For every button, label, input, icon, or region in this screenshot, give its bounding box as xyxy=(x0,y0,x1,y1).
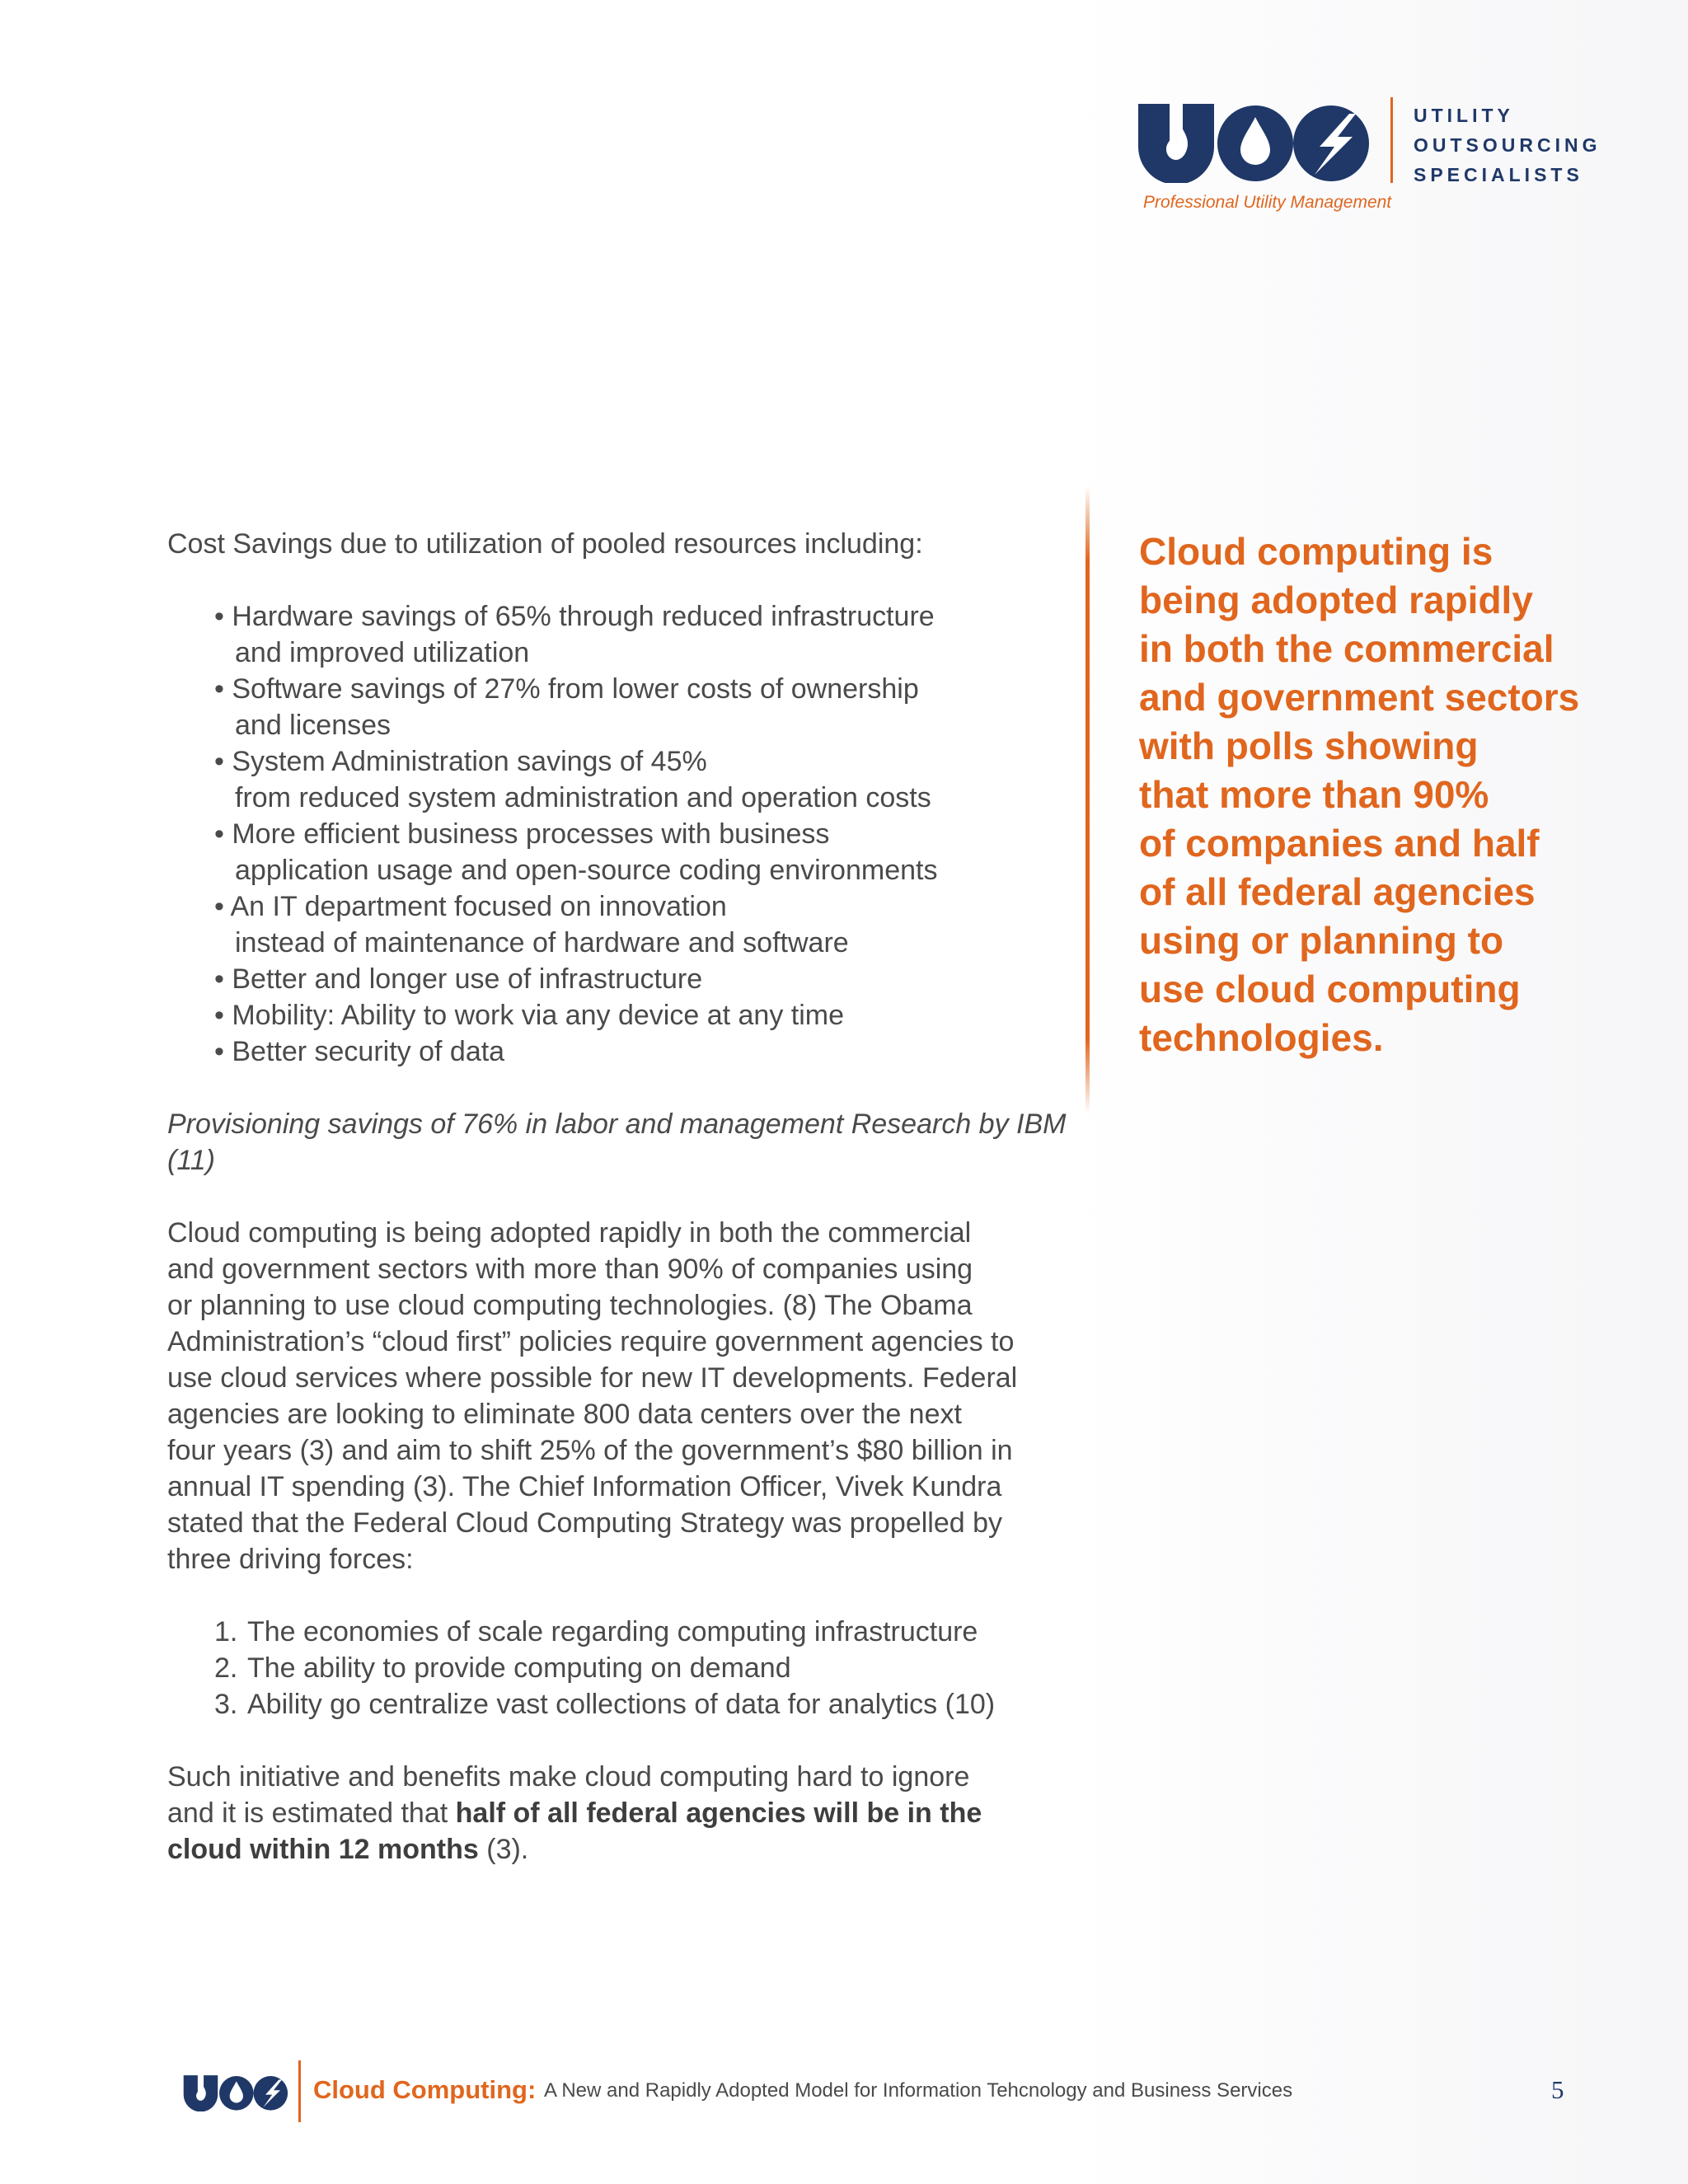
header-logo xyxy=(1133,97,1601,221)
driving-forces-list xyxy=(167,1614,1041,1722)
intro-paragraph xyxy=(167,526,1041,562)
item-text: The ability to provide computing on demand xyxy=(247,1652,791,1684)
pull-quote-line: being adopted rapidly xyxy=(1139,579,1533,621)
bullet-line: System Administration savings of 45% xyxy=(232,746,707,777)
pull-quote-line: of companies and half xyxy=(1139,822,1540,865)
bullet-line: An IT department focused on innovation xyxy=(230,891,727,922)
item-number: 3. xyxy=(214,1689,238,1720)
closing-paragraph xyxy=(167,1759,1041,1868)
item-text: The economies of scale regarding computing infrastructure xyxy=(247,1616,978,1647)
header-logo-divider xyxy=(1390,97,1393,183)
body-line: or planning to use cloud computing technologies. (8) The Obama xyxy=(167,1290,973,1321)
numbered-item xyxy=(214,1650,1041,1686)
intro-line: Cost Savings due to utilization of pooled resources including: xyxy=(167,528,923,560)
body-line: three driving forces: xyxy=(167,1544,414,1575)
closing-line xyxy=(167,1831,1041,1868)
pull-quote xyxy=(1139,527,1617,1062)
closing-emphasis: cloud within 12 months xyxy=(167,1834,479,1865)
bullet-line: and improved utilization xyxy=(235,637,530,668)
page-footer xyxy=(181,2060,1582,2126)
bullet-line: Mobility: Ability to work via any device at any time xyxy=(232,1000,844,1031)
bullet-line: instead of maintenance of hardware and software xyxy=(235,927,849,958)
main-column xyxy=(167,526,1067,1868)
bullet-line: Better and longer use of infrastructure xyxy=(232,963,703,995)
pull-quote-line: Cloud computing is xyxy=(1139,530,1493,573)
bullet-line: and licenses xyxy=(235,710,392,741)
body-paragraph xyxy=(167,1215,1041,1577)
bullet-item: • More efficient business processes with business application usage and open-source coding environments xyxy=(214,816,1041,888)
bullet-item: • Better and longer use of infrastructure xyxy=(214,963,703,995)
page-number: 5 xyxy=(1551,2075,1564,2104)
closing-line xyxy=(167,1795,1041,1831)
body-line: and government sectors with more than 90% of companies using xyxy=(167,1254,973,1285)
company-name-line: SPECIALISTS xyxy=(1414,164,1583,185)
body-line: stated that the Federal Cloud Computing Strategy was propelled by xyxy=(167,1507,1003,1539)
savings-bullet-list xyxy=(167,598,1041,1070)
note-line: Provisioning savings of 76% in labor and management Research by IBM xyxy=(167,1108,1067,1140)
body-line: use cloud services where possible for new IT developments. Federal xyxy=(167,1362,1018,1394)
body-line: annual IT spending (3). The Chief Information Officer, Vivek Kundra xyxy=(167,1471,1002,1502)
pull-quote-line: and government sectors xyxy=(1139,676,1580,719)
page-shade xyxy=(1071,0,1688,2184)
company-name xyxy=(1414,101,1628,190)
bullet-item: • Better security of data xyxy=(214,1036,505,1067)
sidebar-rule xyxy=(1085,486,1090,1113)
footer-title: Cloud Computing: xyxy=(313,2075,537,2104)
footer-divider xyxy=(298,2060,301,2122)
ibm-research-note xyxy=(167,1106,1067,1179)
closing-text: (3). xyxy=(478,1834,529,1865)
item-text: Ability go centralize vast collections of data for analytics (10) xyxy=(247,1689,996,1720)
company-tagline: Professional Utility Management xyxy=(1143,193,1392,212)
bullet-item: • Mobility: Ability to work via any device at any time xyxy=(214,1000,844,1031)
bullet-item: • An IT department focused on innovation instead of maintenance of hardware and software xyxy=(214,888,1041,961)
footer-subtitle: A New and Rapidly Adopted Model for Information Tehcnology and Business Services xyxy=(544,2079,1293,2102)
pull-quote-line: technologies. xyxy=(1139,1016,1384,1059)
note-line: (11) xyxy=(167,1145,215,1176)
closing-text: and it is estimated that xyxy=(167,1797,456,1829)
item-number: 2. xyxy=(214,1652,238,1684)
body-line: agencies are looking to eliminate 800 data centers over the next xyxy=(167,1399,962,1430)
pull-quote-line: that more than 90% xyxy=(1139,773,1489,816)
closing-emphasis: half of all federal agencies will be in the xyxy=(455,1797,982,1829)
pull-quote-line: of all federal agencies xyxy=(1139,870,1536,913)
bullet-line: application usage and open-source coding environments xyxy=(235,855,938,886)
pull-quote-line: use cloud computing xyxy=(1139,968,1521,1010)
bullet-line: Better security of data xyxy=(232,1036,505,1067)
company-name-line: UTILITY xyxy=(1414,105,1514,126)
bullet-item: • System Administration savings of 45% from reduced system administration and operation costs xyxy=(214,743,1041,816)
numbered-item xyxy=(214,1614,1041,1650)
body-line: four years (3) and aim to shift 25% of the government’s $80 billion in xyxy=(167,1435,1013,1466)
company-name-line: OUTSOURCING xyxy=(1414,134,1601,156)
closing-line: Such initiative and benefits make cloud computing hard to ignore xyxy=(167,1761,970,1793)
bullet-line: from reduced system administration and operation costs xyxy=(235,782,931,813)
body-line: Cloud computing is being adopted rapidly in both the commercial xyxy=(167,1217,972,1249)
bullet-line: More efficient business processes with business xyxy=(232,818,830,850)
pull-quote-line: in both the commercial xyxy=(1139,627,1554,670)
footer-logo-icon xyxy=(181,2072,288,2111)
pull-quote-line: using or planning to xyxy=(1139,919,1504,962)
numbered-item xyxy=(214,1686,1041,1722)
pull-quote-line: with polls showing xyxy=(1139,724,1479,767)
bullet-item: • Hardware savings of 65% through reduced infrastructure and improved utilization xyxy=(214,598,1041,671)
bullet-item: • Software savings of 27% from lower costs of ownership and licenses xyxy=(214,671,1041,743)
item-number: 1. xyxy=(214,1616,238,1647)
bullet-line: Hardware savings of 65% through reduced infrastructure xyxy=(232,601,935,632)
uos-logo-mark xyxy=(1133,97,1371,183)
body-line: Administration’s “cloud first” policies require government agencies to xyxy=(167,1326,1015,1357)
bullet-line: Software savings of 27% from lower costs of ownership xyxy=(232,673,919,705)
